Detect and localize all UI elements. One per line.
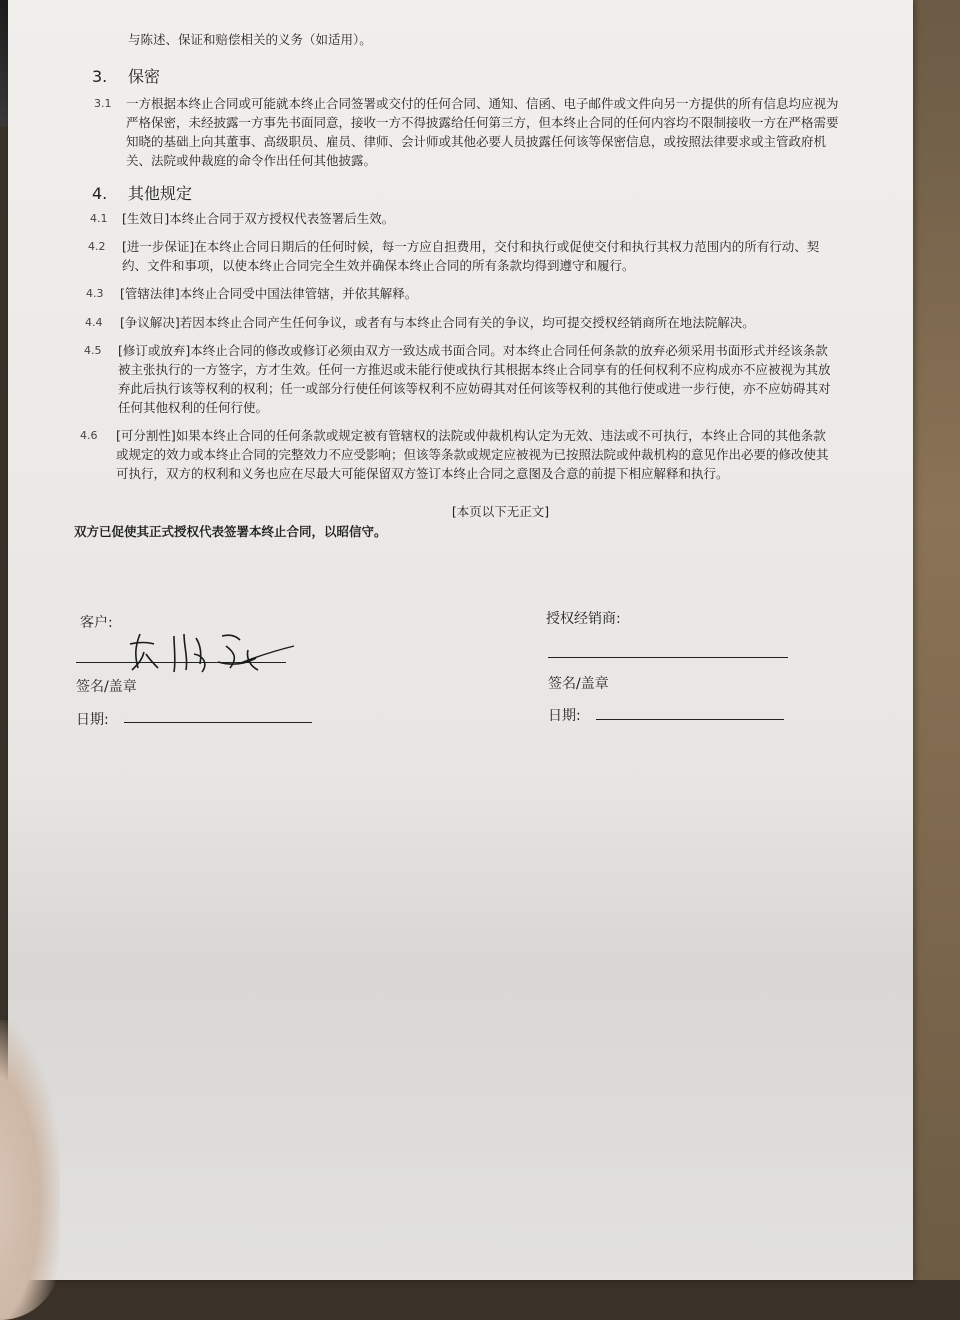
clause-line: 约、文件和事项，以使本终止合同完全生效并确保本终止合同的所有条款均得到遵守和履行。	[122, 258, 635, 273]
clause-4-5-text	[118, 341, 831, 417]
clause-line: 可执行，双方的权利和义务也应在尽最大可能保留双方签订本终止合同之意图及合意的前提下相应解释和执行。	[116, 466, 729, 481]
clause-4-2-text	[122, 237, 819, 275]
clause-line: [生效日]本终止合同于双方授权代表签署后生效。	[122, 211, 395, 226]
dealer-label: 授权经销商:	[546, 611, 621, 627]
clause-line: 任何其他权利的任何行使。	[118, 400, 269, 415]
dealer-signature-line	[548, 657, 788, 658]
clause-line: [修订或放弃]本终止合同的修改或修订必须由双方一致达成书面合同。对本终止合同任何条款的放弃必须采用书面形式并经该条款	[118, 343, 828, 358]
section-4-number: 4.	[92, 184, 108, 203]
clause-4-1-text	[122, 209, 394, 228]
clause-4-2-number: 4.2	[88, 240, 106, 253]
clause-line: [可分割性]如果本终止合同的任何条款或规定被有管辖权的法院或仲裁机构认定为无效、违法或不可执行，本终止合同的其他条款	[116, 428, 826, 443]
customer-date-line	[124, 722, 312, 723]
dealer-date-label: 日期:	[548, 708, 581, 724]
section-3-heading	[92, 64, 160, 87]
customer-date-label: 日期:	[76, 712, 109, 728]
clause-line: 或规定的效力或本终止合同的完整效力不应受影响；但该等条款或规定应被视为已按照法院或仲裁机构的意见作出必要的修改使其	[116, 447, 829, 462]
photo-shadow	[8, 760, 913, 1280]
clause-line: 知晓的基础上向其董事、高级职员、雇员、律师、会计师或其他必要人员披露任何该等保密信息，或按照法律要求或主管政府机	[126, 134, 827, 149]
dealer-sign-label: 签名/盖章	[548, 676, 609, 692]
clause-line: [争议解决]若因本终止合同产生任何争议，或者有与本终止合同有关的争议，均可提交授权经销商所在地法院解决。	[120, 315, 755, 330]
clause-line: [管辖法律]本终止合同受中国法律管辖，并依其解释。	[120, 286, 418, 301]
customer-label: 客户:	[80, 615, 113, 631]
document-page	[8, 0, 913, 1280]
clause-4-3-number: 4.3	[86, 287, 104, 300]
clause-4-6-number: 4.6	[80, 429, 98, 442]
section-4-title: 其他规定	[128, 184, 193, 203]
clause-4-5-number: 4.5	[84, 344, 102, 357]
clause-line: 被主张执行的一方签字，方才生效。任何一方推迟或未能行使或执行其根据本终止合同享有的任何权利不应构成亦不应被视为其放	[118, 362, 831, 377]
section-3-title: 保密	[128, 67, 161, 86]
handwritten-signature-icon	[118, 624, 298, 676]
clause-4-6-text	[116, 426, 829, 483]
dealer-date-line	[596, 719, 784, 720]
customer-sign-label: 签名/盖章	[76, 679, 137, 695]
carryover-line: 与陈述、保证和赔偿相关的义务（如适用）。	[128, 32, 372, 47]
witness-statement: 双方已促使其正式授权代表签署本终止合同，以昭信守。	[74, 524, 387, 539]
clause-line: [进一步保证]在本终止合同日期后的任何时候，每一方应自担费用，交付和执行或促使交付和执行其权力范围内的所有行动、契	[122, 239, 820, 254]
clause-4-4-number: 4.4	[85, 316, 103, 329]
finger-icon	[0, 1020, 60, 1320]
clause-4-1-number: 4.1	[90, 212, 108, 225]
clause-4-3-text	[120, 284, 417, 303]
section-3-number: 3.	[92, 67, 108, 86]
clause-line: 弃此后执行该等权利的权利；任一或部分行使任何该等权利不应妨碍其对任何该等权利的其他行使或进一步行使，亦不应妨碍其对	[118, 381, 831, 396]
clause-line: 严格保密，未经披露一方事先书面同意，接收一方不得披露给任何第三方，但本终止合同的任何内容均不限制接收一方在严格需要	[126, 115, 839, 130]
clause-4-4-text	[120, 313, 755, 332]
no-text-notice: [本页以下无正文]	[451, 504, 550, 519]
clause-3-1-number: 3.1	[94, 97, 112, 110]
clause-line: 关、法院或仲裁庭的命令作出任何其他披露。	[126, 153, 377, 168]
section-4-heading	[92, 181, 192, 204]
clause-line: 一方根据本终止合同或可能就本终止合同签署或交付的任何合同、通知、信函、电子邮件或文件向另一方提供的所有信息均应视为	[126, 96, 839, 111]
clause-3-1-text	[126, 94, 839, 170]
